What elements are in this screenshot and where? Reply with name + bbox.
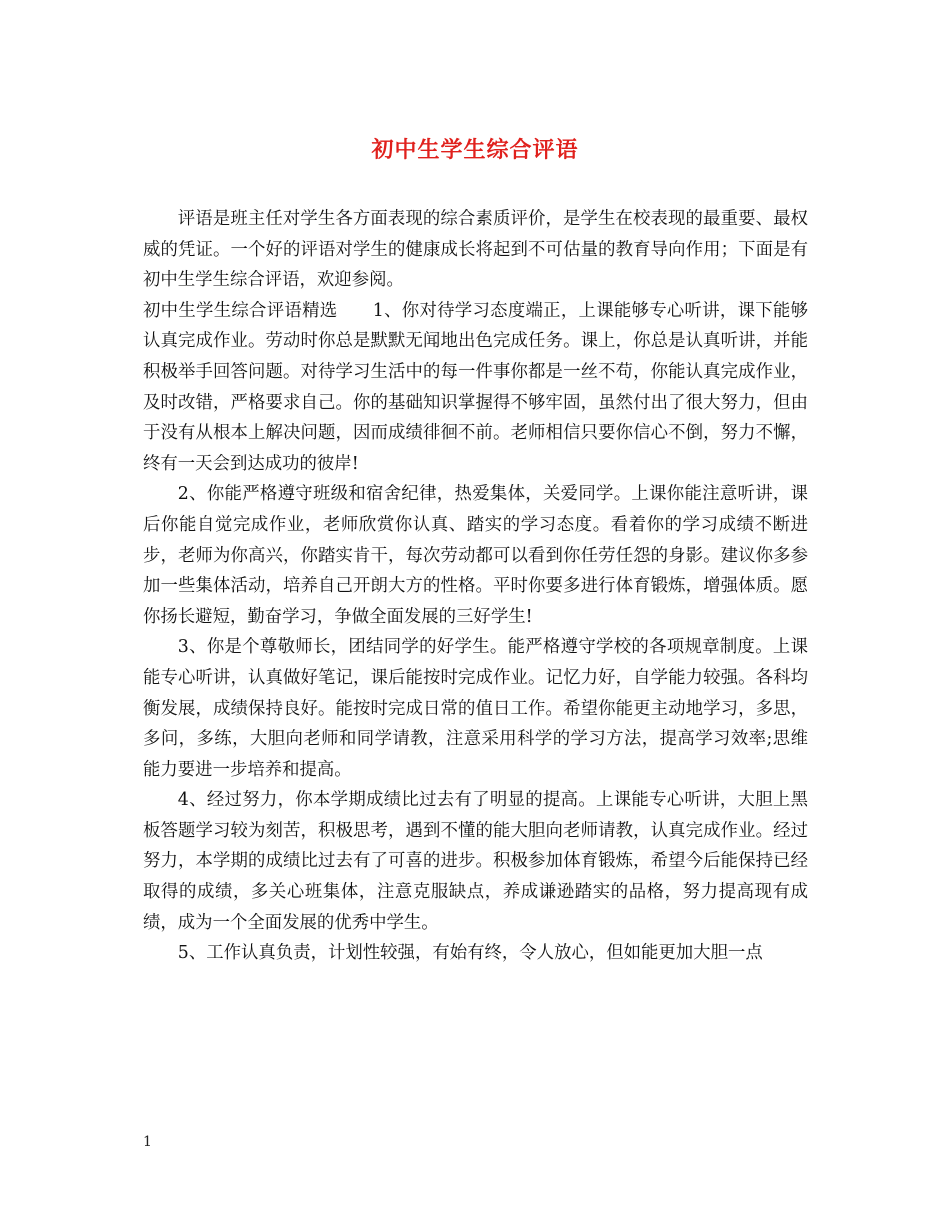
comment-paragraph-3: 3、你是个尊敬师长，团结同学的好学生。能严格遵守学校的各项规章制度。上课能专心听讲，认真做好笔记，课后能按时完成作业。记忆力好，自学能力较强。各科均衡发展，成绩保持良好。能按时完成日常的值日工作。希望你能更主动地学习，多思，多问，多练，大胆向老师和同学请教，注意采用科学的学习方法，提高学习效率;思维能力要进一步培养和提高。 [143,637,808,780]
comment-paragraph-2: 2、你能严格遵守班级和宿舍纪律，热爱集体，关爱同学。上课你能注意听讲，课后你能自觉完成作业，老师欣赏你认真、踏实的学习态度。看着你的学习成绩不断进步，老师为你高兴，你踏实肯干，每次劳动都可以看到你任劳任怨的身影。建议你多参加一些集体活动，培养自己开朗大方的性格。平时你要多进行体育锻炼，增强体质。愿你扬长避短，勤奋学习，争做全面发展的三好学生! [143,484,808,627]
comment-paragraph-1: 初中生学生综合评语精选 1、你对待学习态度端正，上课能够专心听讲，课下能够认真完成作业。劳动时你总是默默无闻地出色完成任务。课上，你总是认真听讲，并能积极举手回答问题。对待学习生活中的每一件事你都是一丝不苟，你能认真完成作业，及时改错，严格要求自己。你的基础知识掌握得不够牢固，虽然付出了很大努力，但由于没有从根本上解决问题，因而成绩徘徊不前。老师相信只要你信心不倒，努力不懈，终有一天会到达成功的彼岸! [143,300,808,474]
document-body [143,204,808,969]
comment-paragraph-5: 5、工作认真负责，计划性较强，有始有终，令人放心，但如能更加大胆一点 [177,943,763,964]
comment-paragraph-4: 4、经过努力，你本学期成绩比过去有了明显的提高。上课能专心听讲，大胆上黑板答题学习较为刻苦，积极思考，遇到不懂的能大胆向老师请教，认真完成作业。经过努力，本学期的成绩比过去有了可喜的进步。积极参加体育锻炼，希望今后能保持已经取得的成绩，多关心班集体，注意克服缺点，养成谦逊踏实的品格，努力提高现有成绩，成为一个全面发展的优秀中学生。 [143,790,808,933]
document-title: 初中生学生综合评语 [371,137,579,163]
intro-paragraph: 评语是班主任对学生各方面表现的综合素质评价，是学生在校表现的最重要、最权威的凭证。一个好的评语对学生的健康成长将起到不可估量的教育导向作用；下面是有初中生学生综合评语，欢迎参阅。 [143,209,808,291]
page-number: 1 [143,1134,152,1150]
